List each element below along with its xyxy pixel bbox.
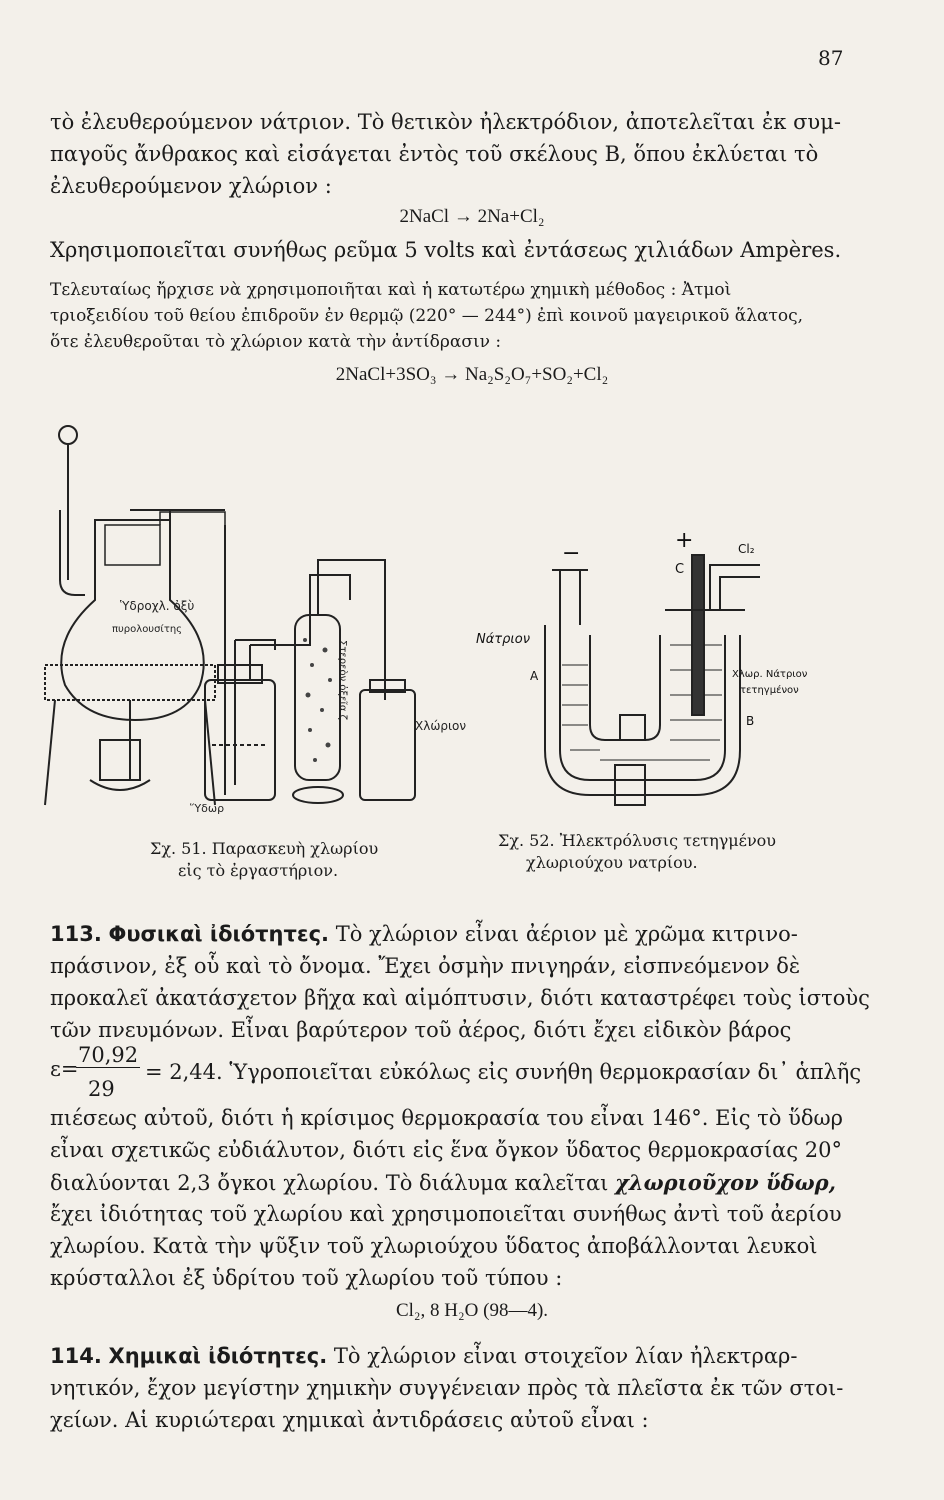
text-line-small: τριοξειδίου τοῦ θείου ἐπιδροῦν ἐν θερμῷ (220° — 244°) ἐπὶ κοινοῦ μαγειρικοῦ ἅλατος, — [50, 306, 804, 326]
label-carbon: C — [675, 562, 685, 577]
burner — [100, 740, 140, 780]
term-chlorine-water: χλωριοῦχον ὕδωρ, — [615, 1170, 836, 1195]
text-line-small: Τελευταίως ἤρχισε νὰ χρησιμοποιῆται καὶ ἡ κατωτέρω χημικὴ μέθοδος : Ἀτμοὶ — [50, 280, 732, 300]
caption-line: Σχ. 52. Ἠλεκτρόλυσις τετηγμένου — [498, 831, 777, 850]
label-pyrolusite: πυρολουσίτης — [112, 624, 183, 635]
text-line-small: ὅτε ἐλευθεροῦται τὸ χλώριον κατὰ τὴν ἀντίδρασιν : — [50, 332, 502, 352]
section-number: 113. — [50, 922, 102, 946]
text-line: χείων. Αἱ κυριώτεραι χημικαὶ ἀντιδράσεις αὐτοῦ εἶναι : — [50, 1408, 649, 1432]
label-sodium: Νάτριον — [476, 632, 530, 647]
text-line: χλωρίου. Κατὰ τὴν ψῦξιν τοῦ χλωριούχου ὕδατος ἀποβάλλονται λευκοὶ — [50, 1234, 818, 1258]
text-line: εἶναι σχετικῶς εὐδιάλυτον, διότι εἰς ἕνα ὄγκον ὕδατος θερμοκρασίας 20° — [50, 1138, 843, 1162]
text-line: πιέσεως αὐτοῦ, διότι ἡ κρίσιμος θερμοκρασία του εἶναι 146°. Εἰς τὸ ὕδωρ — [50, 1106, 843, 1130]
section-number: 114. — [50, 1344, 102, 1368]
figure-51-apparatus — [40, 400, 480, 820]
label-chlorine: Χλώριον — [415, 719, 467, 733]
carbon-electrode — [692, 555, 704, 715]
label-b: B — [746, 714, 755, 728]
text-line: Τὸ χλώριον εἶναι στοιχεῖον λίαν ἠλεκτραρ- — [333, 1344, 798, 1368]
figure-51-caption — [150, 838, 378, 881]
fraction-denominator: 29 — [88, 1077, 115, 1101]
stand-leg — [205, 700, 215, 805]
fraction-epsilon: ε= — [50, 1057, 79, 1081]
text-span: διαλύονται 2,3 ὄγκοι χλωρίου. Τὸ διάλυμα καλεῖται — [50, 1171, 609, 1195]
equation-nacl-electrolysis: 2NaCl → 2Na+Cl₂ — [399, 206, 545, 227]
text-line: παγοῦς ἄνθρακος καὶ εἰσάγεται ἐντὸς τοῦ σκέλους B, ὅπου ἐκλύεται τὸ — [50, 142, 819, 166]
section-title: Φυσικαὶ ἰδιότητες. — [108, 922, 330, 946]
text-line: πράσινον, ἐξ οὗ καὶ τὸ ὄνομα. Ἔχει ὀσμὴν πνιγηράν, εἰσπνεόμενον δὲ — [50, 954, 801, 978]
label-acid: Ὑδροχλ. ὀξὺ — [120, 599, 195, 613]
text-line: = 2,44. Ὑγροποιεῖται εὐκόλως εἰς συνήθη θερμοκρασίαν δι᾽ ἁπλῆς — [145, 1060, 862, 1084]
text-line: ἔχει ἰδιότητας τοῦ χλωρίου καὶ χρησιμοποιεῖται συνήθως ἀντὶ τοῦ ἀερίου — [50, 1202, 842, 1226]
flask-body — [61, 520, 204, 720]
label-plus: + — [675, 528, 694, 553]
drying-tower — [295, 615, 340, 780]
text-line: τὸ ἐλευθερούμενον νάτριον. Τὸ θετικὸν ἠλεκτρόδιον, ἀποτελεῖται ἐκ συμ- — [50, 110, 841, 134]
fraction-numerator: 70,92 — [78, 1043, 139, 1067]
cell-vessel — [545, 625, 740, 795]
label-minus: − — [562, 541, 581, 566]
text-line — [50, 1170, 850, 1196]
gas-jar — [360, 690, 415, 800]
page-number: 87 — [818, 46, 844, 70]
section-113-first-line — [50, 922, 850, 947]
label-drying-agent: Στερεὸν ὀξεῖα ζ — [337, 640, 348, 721]
label-molten: τετηγμένον — [740, 685, 799, 696]
text-line: τῶν πνευμόνων. Εἶναι βαρύτερον τοῦ ἀέρος, διότι ἔχει εἰδικὸν βάρος — [50, 1018, 792, 1042]
funnel-stopper — [59, 426, 77, 444]
text-line: Χρησιμοποιεῖται συνήθως ρεῦμα 5 volts καὶ ἐντάσεως χιλιάδων Ampères. — [50, 238, 842, 262]
caption-line: χλωριούχου νατρίου. — [526, 852, 698, 872]
caption-line: εἰς τὸ ἐργαστήριον. — [178, 860, 339, 880]
label-a: A — [530, 669, 539, 683]
formula-chlorine-hydrate: Cl₂, 8 H₂O (98—4). — [395, 1300, 549, 1321]
label-cl2-outlet: Cl₂ — [738, 542, 755, 556]
label-molten-nacl: Χλωρ. Νάτριον — [732, 669, 808, 680]
text-line: ἐλευθερούμενον χλώριον : — [50, 174, 332, 198]
figure-52-caption — [498, 830, 776, 873]
cathode — [615, 765, 645, 805]
section-114-first-line — [50, 1344, 850, 1369]
label-water: Ὕδωρ — [190, 802, 225, 815]
figure-52-electrolysis — [470, 525, 808, 815]
stand-leg — [45, 700, 55, 805]
text-line: κρύσταλλοι ἐξ ὑδρίτου τοῦ χλωρίου τοῦ τύπου : — [50, 1266, 563, 1290]
text-line: προκαλεῖ ἀκατάσχετον βῆχα καὶ αἱμόπτυσιν, διότι καταστρέφει τοὺς ἱστοὺς — [50, 986, 870, 1010]
section-title: Χημικαὶ ἰδιότητες. — [108, 1344, 328, 1368]
inner-partition — [590, 635, 660, 740]
text-line: Τὸ χλώριον εἶναι ἀέριον μὲ χρῶμα κιτρινο- — [335, 922, 798, 946]
equation-so3-reaction: 2NaCl+3SO₃ → Na₂S₂O₇+SO₂+Cl₂ — [335, 364, 609, 385]
text-line: νητικόν, ἔχον μεγίστην χημικὴν συγγένειαν πρὸς τὰ πλεῖστα ἐκ τῶν στοι- — [50, 1376, 844, 1400]
caption-line: Σχ. 51. Παρασκευὴ χλωρίου — [150, 839, 379, 858]
